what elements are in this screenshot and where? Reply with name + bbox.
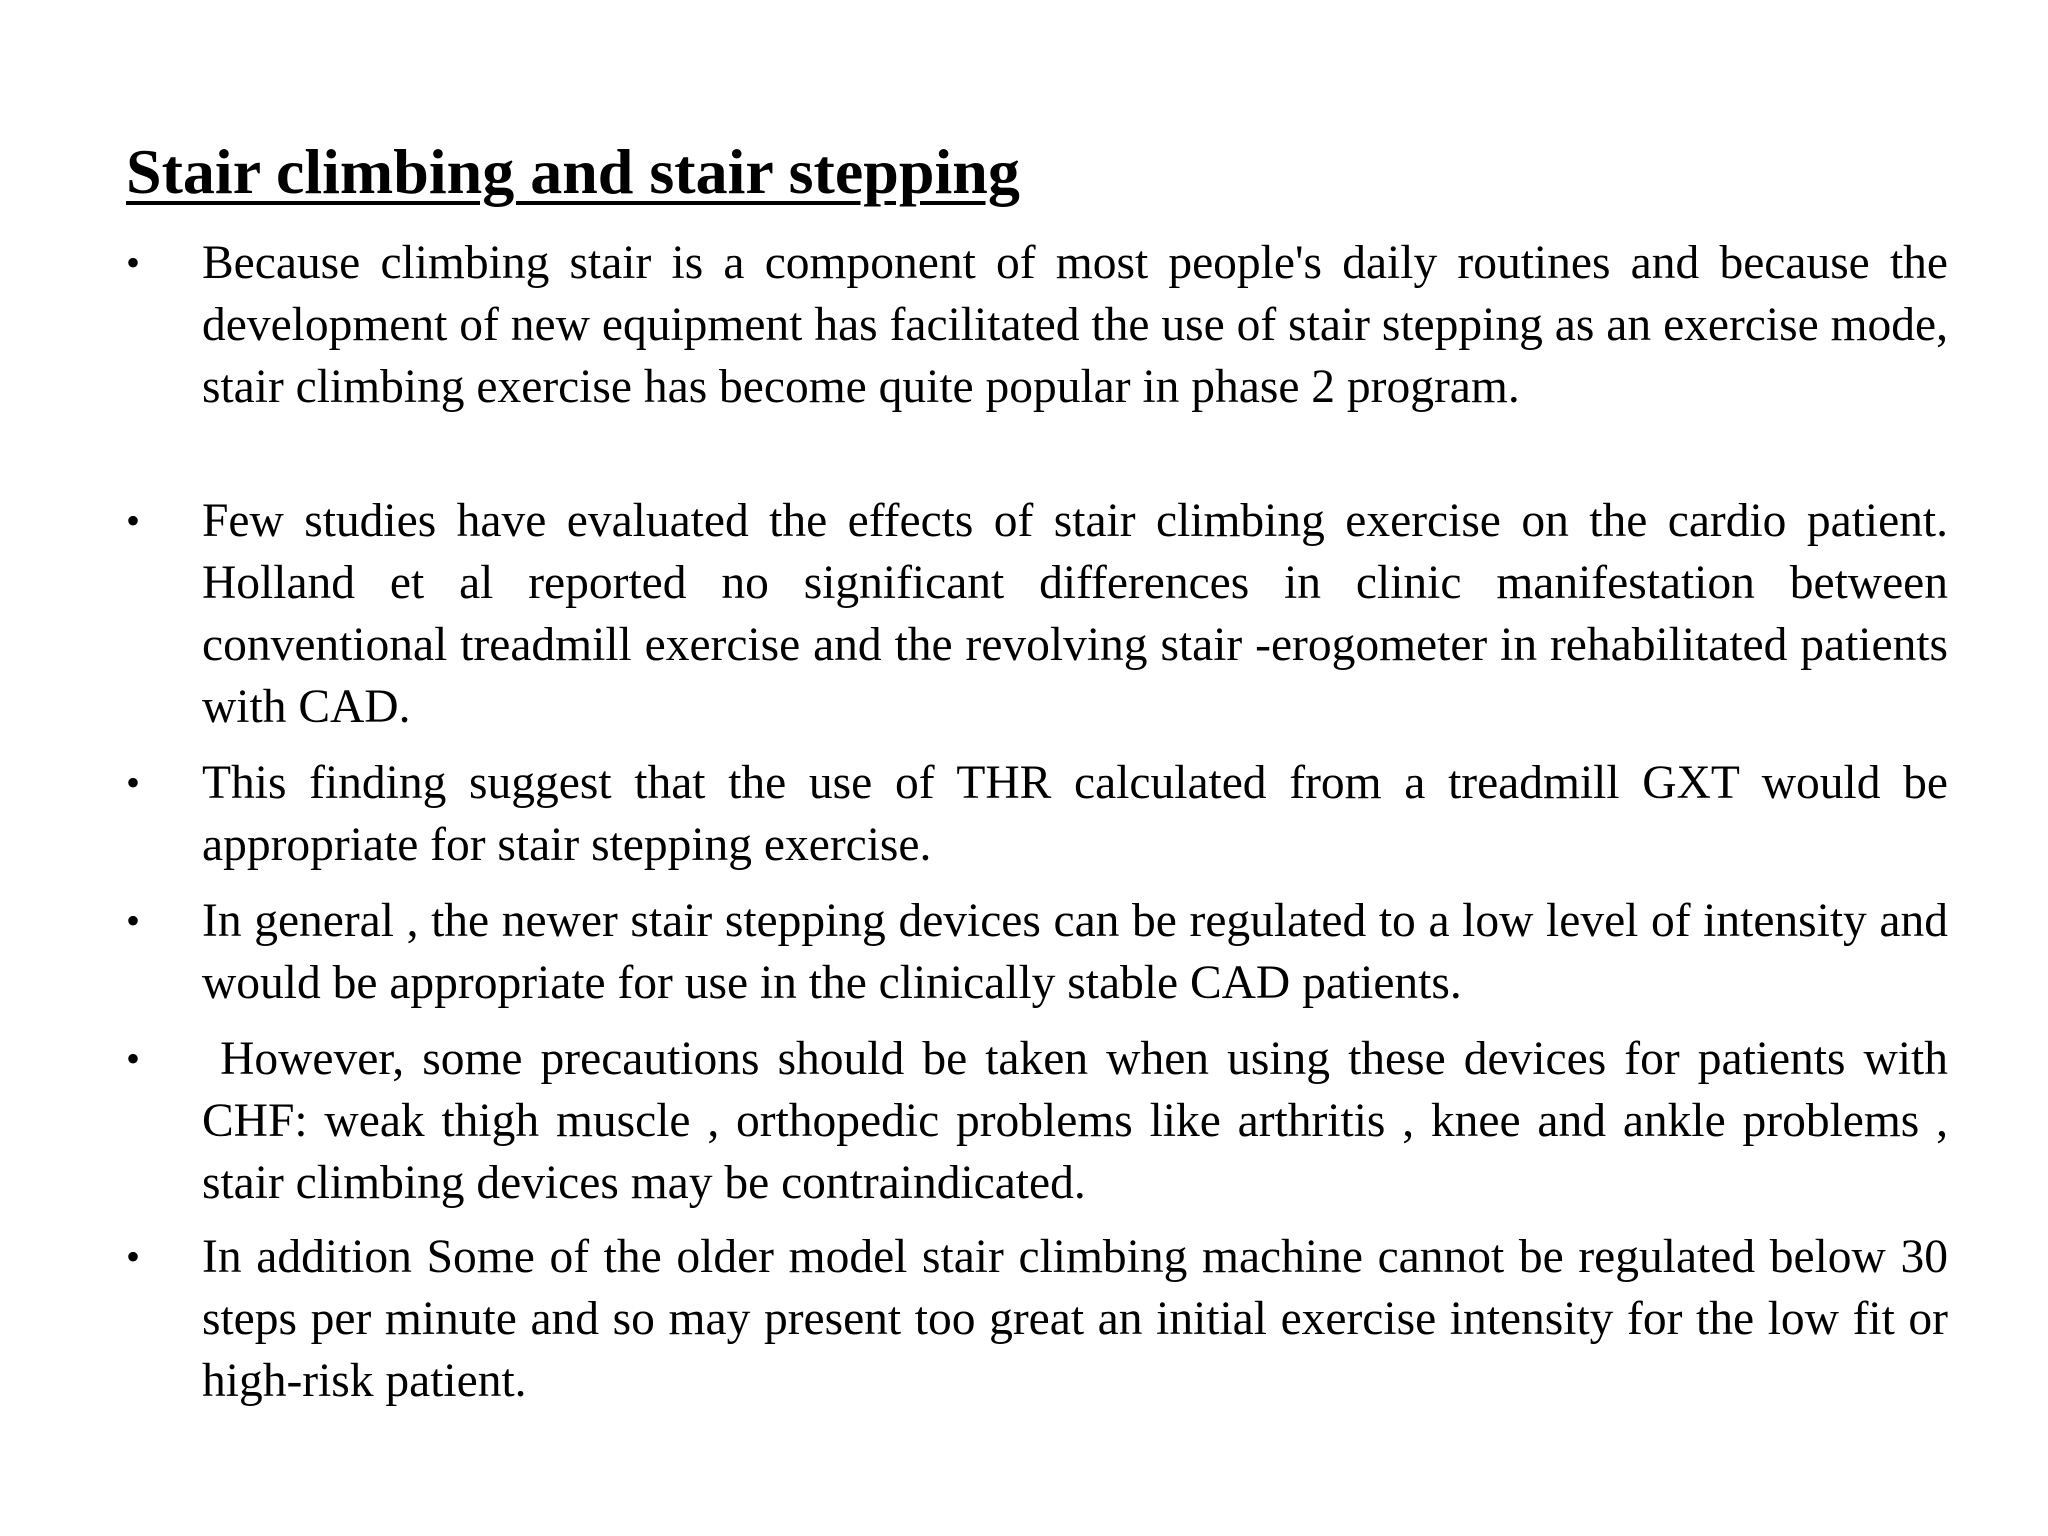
bullet-marker: • bbox=[126, 1234, 141, 1279]
bullet-marker: • bbox=[126, 240, 141, 285]
bullet-marker: • bbox=[126, 898, 141, 943]
bullet-marker: • bbox=[126, 1036, 141, 1081]
bullet-marker: • bbox=[126, 498, 141, 543]
bullet-text: In addition Some of the older model stair climbing machine cannot be regulated below 30 steps per minute and so may present too great an initial exercise intensity for the low fit or high-risk patient. bbox=[202, 1231, 1948, 1407]
bullet-marker: • bbox=[126, 760, 141, 805]
bullet-text: This finding suggest that the use of THR calculated from a treadmill GXT would be appropriate for stair stepping exercise. bbox=[202, 757, 1948, 871]
bullet-text: However, some precautions should be taken when using these devices for patients with CHF: weak thigh muscle , orthopedic problems like arthritis , knee and ankle problems , stair climbing devices may be contraindicated. bbox=[202, 1033, 1960, 1209]
slide-title: Stair climbing and stair stepping bbox=[126, 136, 1020, 207]
bullet-text: Because climbing stair is a component of most people's daily routines and because the development of new equipment has facilitated the use of stair stepping as an exercise mode, stair climbing exercise has become quite popular in phase 2 program. bbox=[202, 237, 1948, 413]
bullet-text: Few studies have evaluated the effects of stair climbing exercise on the cardio patient. Holland et al reported no significant differences in clinic manifestation between conventional treadmill exercise and the revolving stair -erogometer in rehabilitated patients with CAD. bbox=[202, 495, 1948, 733]
bullet-text: In general , the newer stair stepping devices can be regulated to a low level of intensity and would be appropriate for use in the clinically stable CAD patients. bbox=[202, 895, 1948, 1009]
